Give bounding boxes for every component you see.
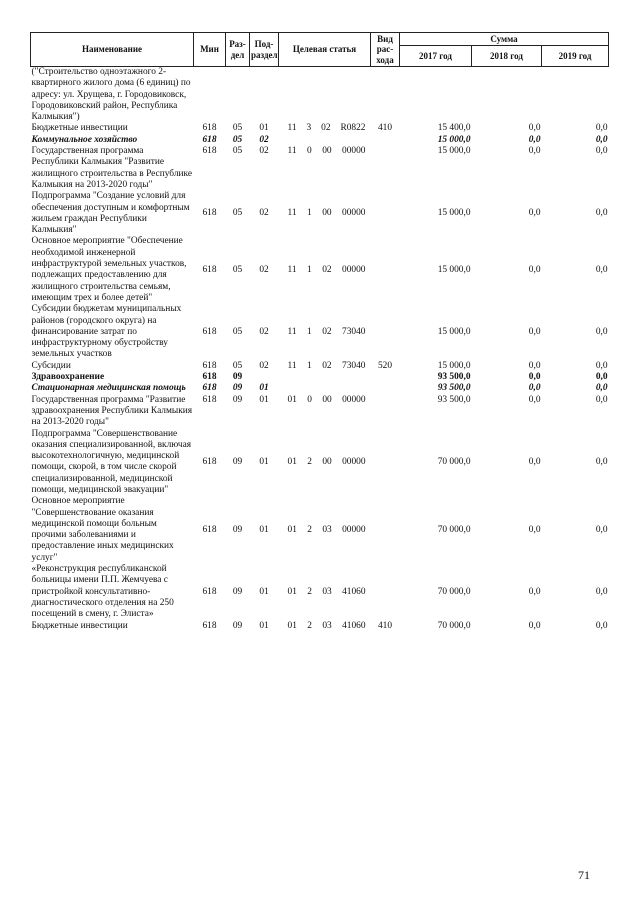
row-tselevaya-part: 03 bbox=[322, 620, 332, 631]
row-podrazdel: 01 bbox=[259, 586, 269, 597]
budget-table bbox=[30, 32, 609, 632]
row-razdel: 09 bbox=[232, 383, 243, 394]
row-tselevaya-part: 02 bbox=[322, 264, 332, 275]
header-vid: Вид рас-хода bbox=[371, 33, 400, 67]
row-tselevaya-part: 03 bbox=[322, 586, 332, 597]
row-name: Подпрограмма "Создание условий для обеспечения доступным и комфортным жильем граждан Республики Калмыкия" bbox=[31, 191, 190, 236]
table-row bbox=[31, 123, 609, 134]
row-razdel: 05 bbox=[232, 123, 243, 134]
row-sum-2018: 0,0 bbox=[528, 586, 541, 597]
row-min bbox=[194, 67, 226, 124]
row-sum-2017: 93 500,0 bbox=[437, 383, 471, 394]
row-tselevaya bbox=[279, 135, 371, 146]
row-name: Стационарная медицинская помощь bbox=[31, 383, 186, 394]
row-razdel: 05 bbox=[232, 134, 243, 145]
row-sum-2018: 0,0 bbox=[528, 208, 541, 219]
row-tselevaya-part: 2 bbox=[307, 456, 312, 467]
row-sum-2018: 0,0 bbox=[528, 146, 541, 157]
row-sum-2017: 15 000,0 bbox=[437, 360, 471, 371]
row-min: 618 bbox=[202, 264, 217, 275]
row-sum-2019: 0,0 bbox=[595, 456, 608, 467]
table-row bbox=[31, 496, 609, 564]
row-vid bbox=[371, 236, 400, 304]
row-tselevaya-part: 2 bbox=[307, 620, 312, 631]
table-body bbox=[31, 67, 609, 632]
row-vid: 410 bbox=[377, 123, 393, 134]
row-tselevaya bbox=[279, 304, 371, 360]
row-tselevaya-part: 11 bbox=[287, 146, 297, 157]
row-vid bbox=[371, 304, 400, 360]
row-tselevaya bbox=[279, 236, 371, 304]
row-tselevaya bbox=[279, 123, 371, 134]
table-row bbox=[31, 67, 609, 124]
row-sum-2018: 0,0 bbox=[528, 620, 541, 631]
row-sum-2017: 70 000,0 bbox=[437, 586, 471, 597]
row-razdel: 09 bbox=[232, 586, 243, 597]
row-tselevaya-part: 11 bbox=[287, 208, 297, 219]
row-tselevaya-part: 00000 bbox=[342, 524, 366, 535]
row-tselevaya-part: 2 bbox=[307, 586, 312, 597]
row-tselevaya bbox=[279, 361, 371, 372]
row-sum-2019 bbox=[542, 67, 609, 124]
row-sum-2018: 0,0 bbox=[528, 394, 541, 405]
row-razdel: 09 bbox=[232, 620, 243, 631]
row-vid: 410 bbox=[377, 620, 393, 631]
header-tselevaya: Целевая статья bbox=[279, 33, 371, 67]
row-tselevaya bbox=[279, 372, 371, 383]
row-tselevaya-part: 41060 bbox=[342, 586, 366, 597]
row-sum-2019: 0,0 bbox=[595, 620, 608, 631]
row-sum-2017: 70 000,0 bbox=[437, 524, 471, 535]
row-sum-2017: 15 000,0 bbox=[437, 134, 471, 145]
row-sum-2019: 0,0 bbox=[595, 123, 608, 134]
table-row bbox=[31, 191, 609, 236]
row-tselevaya-part: 00000 bbox=[342, 208, 366, 219]
row-sum-2017: 70 000,0 bbox=[437, 456, 471, 467]
table-header bbox=[31, 33, 609, 67]
header-2017: 2017 год bbox=[400, 46, 472, 67]
row-sum-2017: 15 000,0 bbox=[437, 208, 471, 219]
row-podrazdel: 01 bbox=[259, 123, 269, 134]
row-tselevaya-part: 73040 bbox=[342, 326, 366, 337]
row-sum-2018: 0,0 bbox=[528, 264, 541, 275]
row-tselevaya-part: 00 bbox=[322, 208, 332, 219]
row-tselevaya bbox=[279, 429, 371, 497]
row-min: 618 bbox=[202, 146, 217, 157]
row-tselevaya bbox=[279, 383, 371, 394]
row-tselevaya-part: 1 bbox=[307, 208, 312, 219]
row-tselevaya bbox=[279, 564, 371, 620]
row-vid bbox=[371, 146, 400, 191]
row-vid: 520 bbox=[377, 360, 393, 371]
row-sum-2018: 0,0 bbox=[528, 372, 541, 383]
row-podrazdel: 01 bbox=[259, 383, 269, 394]
row-tselevaya bbox=[279, 67, 371, 124]
header-razdel: Раз-дел bbox=[226, 33, 250, 67]
row-sum-2018: 0,0 bbox=[528, 326, 541, 337]
table-row bbox=[31, 429, 609, 497]
row-podrazdel: 02 bbox=[259, 360, 269, 371]
row-razdel: 09 bbox=[232, 394, 243, 405]
row-tselevaya-part: 41060 bbox=[342, 620, 366, 631]
row-tselevaya bbox=[279, 146, 371, 191]
row-min: 618 bbox=[202, 208, 217, 219]
row-tselevaya-part: 01 bbox=[287, 456, 297, 467]
row-vid bbox=[371, 67, 400, 124]
row-podrazdel: 02 bbox=[259, 134, 269, 145]
row-min: 618 bbox=[202, 372, 217, 383]
row-tselevaya-part: 3 bbox=[306, 123, 312, 134]
row-tselevaya-part: 00000 bbox=[342, 264, 366, 275]
row-vid bbox=[371, 564, 400, 620]
row-min: 618 bbox=[202, 586, 217, 597]
row-sum-2017: 15 000,0 bbox=[437, 146, 471, 157]
header-min: Мин bbox=[194, 33, 226, 67]
row-tselevaya-part: 00000 bbox=[342, 146, 366, 157]
row-razdel: 05 bbox=[232, 146, 243, 157]
row-vid bbox=[371, 429, 400, 497]
row-tselevaya-part: 01 bbox=[287, 586, 297, 597]
row-vid bbox=[371, 395, 400, 429]
row-min: 618 bbox=[202, 524, 217, 535]
row-podrazdel bbox=[250, 372, 279, 383]
row-sum-2018 bbox=[472, 67, 542, 124]
row-name: «Реконструкция республиканской больницы имени П.П. Жемчуева с пристройкой консультативно-диагностического отделения на 250 посещений в смену, г. Элиста» bbox=[31, 564, 174, 620]
header-podrazdel: Под-раздел bbox=[250, 33, 279, 67]
row-tselevaya-part: 01 bbox=[287, 394, 297, 405]
row-tselevaya-part: 02 bbox=[322, 326, 332, 337]
table-row bbox=[31, 621, 609, 632]
table-row bbox=[31, 236, 609, 304]
table-row bbox=[31, 395, 609, 429]
row-sum-2019: 0,0 bbox=[595, 586, 608, 597]
row-podrazdel: 02 bbox=[259, 208, 269, 219]
row-sum-2017: 15 000,0 bbox=[437, 264, 471, 275]
row-razdel: 05 bbox=[232, 264, 243, 275]
row-podrazdel: 02 bbox=[259, 146, 269, 157]
row-sum-2019: 0,0 bbox=[595, 134, 608, 145]
header-2018: 2018 год bbox=[472, 46, 542, 67]
row-tselevaya-part: 01 bbox=[287, 620, 297, 631]
row-vid bbox=[371, 191, 400, 236]
table-row bbox=[31, 146, 609, 191]
row-vid bbox=[371, 372, 400, 383]
row-name: ("Строительство одноэтажного 2-квартирного жилого дома (6 единиц) по адресу: ул. Хрущева, г. Городовиковск, Городовиковский район, Республика Калмыкия") bbox=[31, 67, 191, 123]
row-sum-2018: 0,0 bbox=[528, 134, 541, 145]
row-tselevaya bbox=[279, 621, 371, 632]
row-min: 618 bbox=[202, 123, 217, 134]
row-tselevaya-part: 0 bbox=[307, 394, 312, 405]
page-number: 71 bbox=[578, 868, 590, 882]
row-name: Основное мероприятие "Совершенствование оказания медицинской помощи больным прочими заболеваниями и предоставление иных медицинских услуг" bbox=[31, 496, 174, 563]
table-row bbox=[31, 135, 609, 146]
row-sum-2018: 0,0 bbox=[528, 456, 541, 467]
row-tselevaya-part: 73040 bbox=[342, 360, 366, 371]
row-razdel: 09 bbox=[232, 372, 243, 383]
row-tselevaya-part: 0 bbox=[307, 146, 312, 157]
row-sum-2019: 0,0 bbox=[595, 208, 608, 219]
row-razdel: 09 bbox=[232, 456, 243, 467]
row-sum-2019: 0,0 bbox=[595, 383, 608, 394]
row-min: 618 bbox=[202, 134, 217, 145]
row-vid bbox=[371, 383, 400, 394]
row-min: 618 bbox=[202, 456, 217, 467]
row-sum-2019: 0,0 bbox=[595, 394, 608, 405]
row-podrazdel: 02 bbox=[259, 264, 269, 275]
row-sum-2018: 0,0 bbox=[528, 123, 541, 134]
row-name: Бюджетные инвестиции bbox=[31, 123, 128, 134]
row-tselevaya-part: 1 bbox=[307, 360, 312, 371]
table-row bbox=[31, 361, 609, 372]
row-tselevaya-part: 11 bbox=[287, 360, 297, 371]
row-tselevaya bbox=[279, 191, 371, 236]
row-name: Основное мероприятие "Обеспечение необходимой инженерной инфраструктурой земельных участков, подлежащих предоставлению для жилищного строительства семьям, имеющим трех и более детей" bbox=[31, 236, 187, 303]
row-sum-2018: 0,0 bbox=[528, 360, 541, 371]
row-razdel: 05 bbox=[232, 208, 243, 219]
row-min: 618 bbox=[202, 394, 217, 405]
header-name: Наименование bbox=[31, 33, 194, 67]
row-sum-2018: 0,0 bbox=[528, 524, 541, 535]
row-min: 618 bbox=[202, 383, 217, 394]
row-tselevaya-part: 00000 bbox=[342, 394, 366, 405]
row-sum-2017: 93 500,0 bbox=[437, 372, 471, 383]
row-razdel: 05 bbox=[232, 326, 243, 337]
row-name: Здравоохранение bbox=[31, 372, 105, 383]
row-podrazdel: 01 bbox=[259, 524, 269, 535]
row-min: 618 bbox=[202, 620, 217, 631]
row-name: Субсидии бюджетам муниципальных районов (городского округа) на финансирование затрат по инфраструктурному обустройству земельных участков bbox=[31, 304, 182, 360]
row-tselevaya-part: 00000 bbox=[342, 456, 366, 467]
row-tselevaya-part: 02 bbox=[322, 360, 332, 371]
table-row bbox=[31, 383, 609, 394]
row-tselevaya-part: 1 bbox=[307, 326, 312, 337]
row-tselevaya-part: 00 bbox=[322, 456, 332, 467]
row-podrazdel bbox=[250, 67, 279, 124]
row-sum-2019: 0,0 bbox=[595, 264, 608, 275]
row-sum-2019: 0,0 bbox=[595, 146, 608, 157]
row-sum-2019: 0,0 bbox=[595, 372, 608, 383]
row-tselevaya-part: 11 bbox=[287, 326, 297, 337]
row-sum-2017 bbox=[400, 67, 472, 124]
header-2019: 2019 год bbox=[542, 46, 609, 67]
row-tselevaya-part: 11 bbox=[287, 264, 297, 275]
row-sum-2019: 0,0 bbox=[595, 524, 608, 535]
row-min: 618 bbox=[202, 360, 217, 371]
row-razdel bbox=[226, 67, 250, 124]
row-name: Государственная программа "Развитие здравоохранения Республики Калмыкия на 2013-2020 годы" bbox=[31, 394, 193, 428]
row-tselevaya-part: 2 bbox=[307, 524, 312, 535]
row-tselevaya bbox=[279, 395, 371, 429]
row-sum-2017: 93 500,0 bbox=[437, 394, 471, 405]
row-vid bbox=[371, 135, 400, 146]
row-podrazdel: 01 bbox=[259, 394, 269, 405]
row-name: Коммунальное хозяйство bbox=[31, 134, 138, 145]
row-sum-2017: 15 000,0 bbox=[437, 326, 471, 337]
row-razdel: 09 bbox=[232, 524, 243, 535]
row-tselevaya-part: R0822 bbox=[340, 123, 366, 134]
row-name: Субсидии bbox=[31, 360, 71, 371]
row-vid bbox=[371, 496, 400, 564]
row-sum-2019: 0,0 bbox=[595, 360, 608, 371]
row-podrazdel: 02 bbox=[259, 326, 269, 337]
row-razdel: 05 bbox=[232, 360, 243, 371]
row-name: Подпрограмма "Совершенствование оказания специализированной, включая высокотехнологичную, медицинской помощи, скорой, в том числе скорой специализированной, медицинской помощи, медицинской эвакуации" bbox=[31, 428, 192, 495]
row-min: 618 bbox=[202, 326, 217, 337]
table-row bbox=[31, 304, 609, 360]
row-name: Государственная программа Республики Калмыкия "Развитие жилищного строительства в Республике Калмыкия на 2013-2020 годы" bbox=[31, 146, 193, 190]
row-sum-2018: 0,0 bbox=[528, 383, 541, 394]
row-tselevaya-part: 1 bbox=[307, 264, 312, 275]
table-row bbox=[31, 372, 609, 383]
header-summa: Сумма bbox=[400, 33, 609, 46]
row-sum-2017: 70 000,0 bbox=[437, 620, 471, 631]
row-tselevaya-part: 00 bbox=[322, 146, 332, 157]
row-sum-2019: 0,0 bbox=[595, 326, 608, 337]
row-tselevaya-part: 01 bbox=[287, 524, 297, 535]
row-tselevaya-part: 11 bbox=[287, 123, 297, 134]
row-podrazdel: 01 bbox=[259, 620, 269, 631]
row-tselevaya bbox=[279, 496, 371, 564]
row-sum-2017: 15 400,0 bbox=[437, 123, 471, 134]
row-podrazdel: 01 bbox=[259, 456, 269, 467]
row-tselevaya-part: 02 bbox=[321, 123, 331, 134]
row-tselevaya-part: 03 bbox=[322, 524, 332, 535]
row-name: Бюджетные инвестиции bbox=[31, 620, 128, 631]
table-row bbox=[31, 564, 609, 620]
row-tselevaya-part: 00 bbox=[322, 394, 332, 405]
